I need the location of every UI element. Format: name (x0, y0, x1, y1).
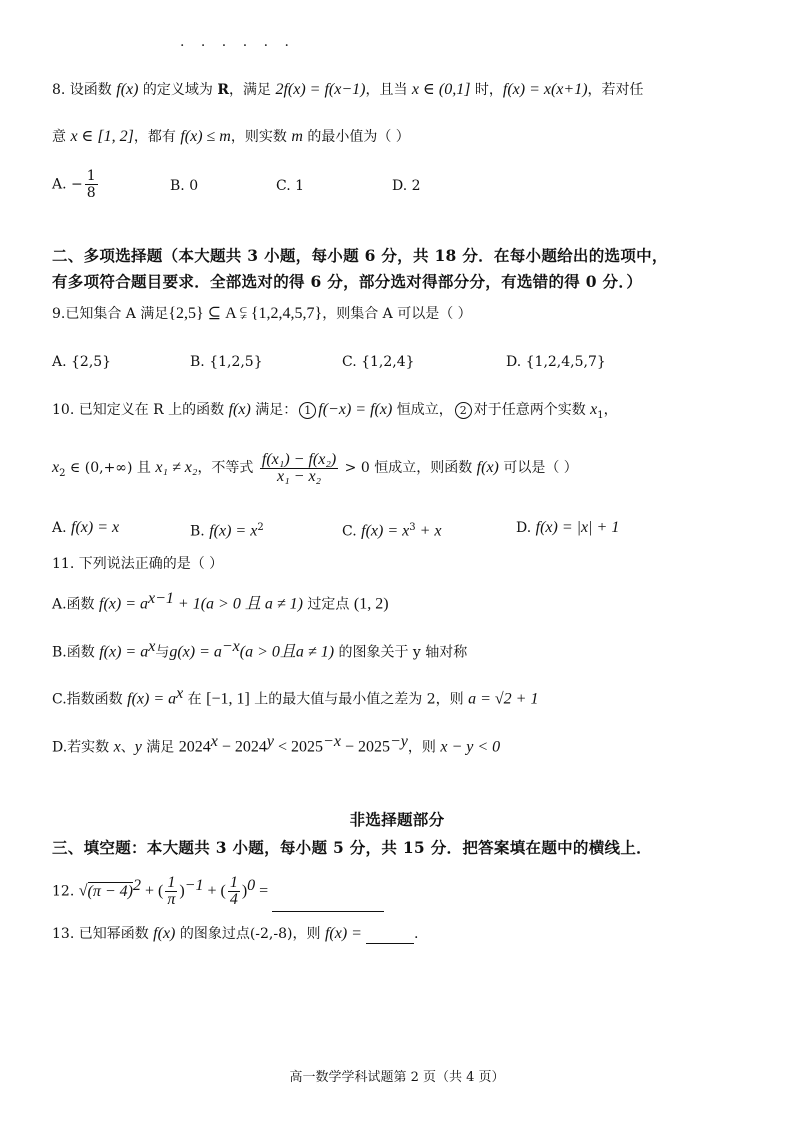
inequality-fraction: $\frac{\text{f(x₁) − f(x₂)}}{\text{x₁ − x₂}}$ (261, 450, 337, 485)
q13-line: 13. 已知幂函数 f(x) 的图象过点(-2,-8)，则 f(x) = . (52, 925, 419, 942)
section3-heading: 三、填空题：本大题共 3 小题，每小题 5 分，共 15 分．把答案填在题中的横线上． (52, 838, 652, 857)
q13-answer-blank[interactable] (366, 925, 414, 944)
q8-option-a: A. − $\frac{1}{8}$ (52, 168, 96, 201)
part-title: 非选择题部分 (349, 810, 445, 829)
q11-option-a: A.函数 $f(x) = a^{x-1} + 1(a > 0$ 且 a ≠ 1) 过定点 (1, 2) (52, 590, 389, 613)
q8-option-b: B. 0 (170, 178, 199, 194)
q12-answer-blank[interactable] (272, 889, 384, 912)
q11-stem: 11. 下列说法正确的是（ ） (52, 556, 224, 572)
q12-line: 12. $√(\pi - 4)^2$ + ( $\frac{1}{\pi}$ )$^{-1}$ + ( $\frac{1}{4}$ )$^0$ = (52, 866, 384, 912)
q9-stem: 9.已知集合 A 满足{2,5} ⊆ A ⫋ {1,2,4,5,7}，则集合 A 可以是（ ） (52, 305, 472, 322)
q10-option-b: B. $f(x) = x^2$ (190, 522, 264, 540)
circle-number-1: 1 (299, 402, 316, 419)
q10-option-a: A. f(x) = x (52, 519, 120, 536)
q11-option-b: B.函数 $f(x) = a^x$与$g(x) = a^{-x}(a > 0$且a ≠ 1) 的图象关于 y 轴对称 (52, 638, 468, 661)
q8-line2: 意 x ∈ [1, 2]，都有 f(x) ≤ m，则实数 m 的最小值为（ ） (52, 128, 410, 145)
q9-option-c: C. {1,2,4} (342, 354, 415, 370)
q8-option-c: C. 1 (276, 178, 305, 194)
q10-line1: 10. 已知定义在 R 上的函数 f(x) 满足： 1 f(−x) = f(x) 恒成立， 2 对于任意两个实数 $x_1$， (52, 401, 618, 421)
q9-option-b: B. {1,2,5} (190, 354, 263, 370)
section2-heading-line1: 二、多项选择题（本大题共 3 小题，每小题 6 分，共 18 分．在每小题给出的选项中， (52, 246, 668, 265)
page-footer: 高一数学学科试题第 2 页（共 4 页） (289, 1070, 505, 1085)
q11-option-d: D.若实数 x、y 满足 $2024^x - 2024^y < 2025^{-x} - 2025^{-y}$，则 x − y < 0 (52, 733, 501, 756)
q9-option-d: D. {1,2,4,5,7} (506, 354, 606, 370)
q10-option-d: D. f(x) = |x| + 1 (516, 519, 620, 536)
q10-option-c: C. $f(x) = x^3 + x$ (342, 522, 442, 540)
q8-line1: 8. 设函数 f(x) 的定义域为 R，满足 2f(x) = f(x−1)，且当 x ∈ (0,1] 时，f(x) = x(x+1)，若对任 (52, 81, 644, 98)
sqrt-sign: √ (78, 882, 88, 900)
q8-option-d: D. 2 (392, 178, 421, 194)
q11-option-c: C.指数函数 $f(x) = a^x$ 在 [−1, 1] 上的最大值与最小值之差为 2，则 a = √2 + 1 (52, 685, 539, 708)
q10-line2: $x_2$ ∈ (0,+∞) 且 x₁ ≠ x₂，不等式 $\frac{\text{f(x₁) − f(x₂)}}{\text{x₁ − x₂}}$ > 0 恒成立，则函数 f(x) 可以是（ ） (52, 450, 578, 485)
q9-option-a: A. {2,5} (52, 354, 112, 370)
section2-heading-line2: 有多项符合题目要求．全部选对的得 6 分，部分选对得部分分，有选错的得 0 分．） (52, 272, 643, 291)
header-fragment: · · · · · · (180, 38, 295, 54)
circle-number-2: 2 (455, 402, 472, 419)
